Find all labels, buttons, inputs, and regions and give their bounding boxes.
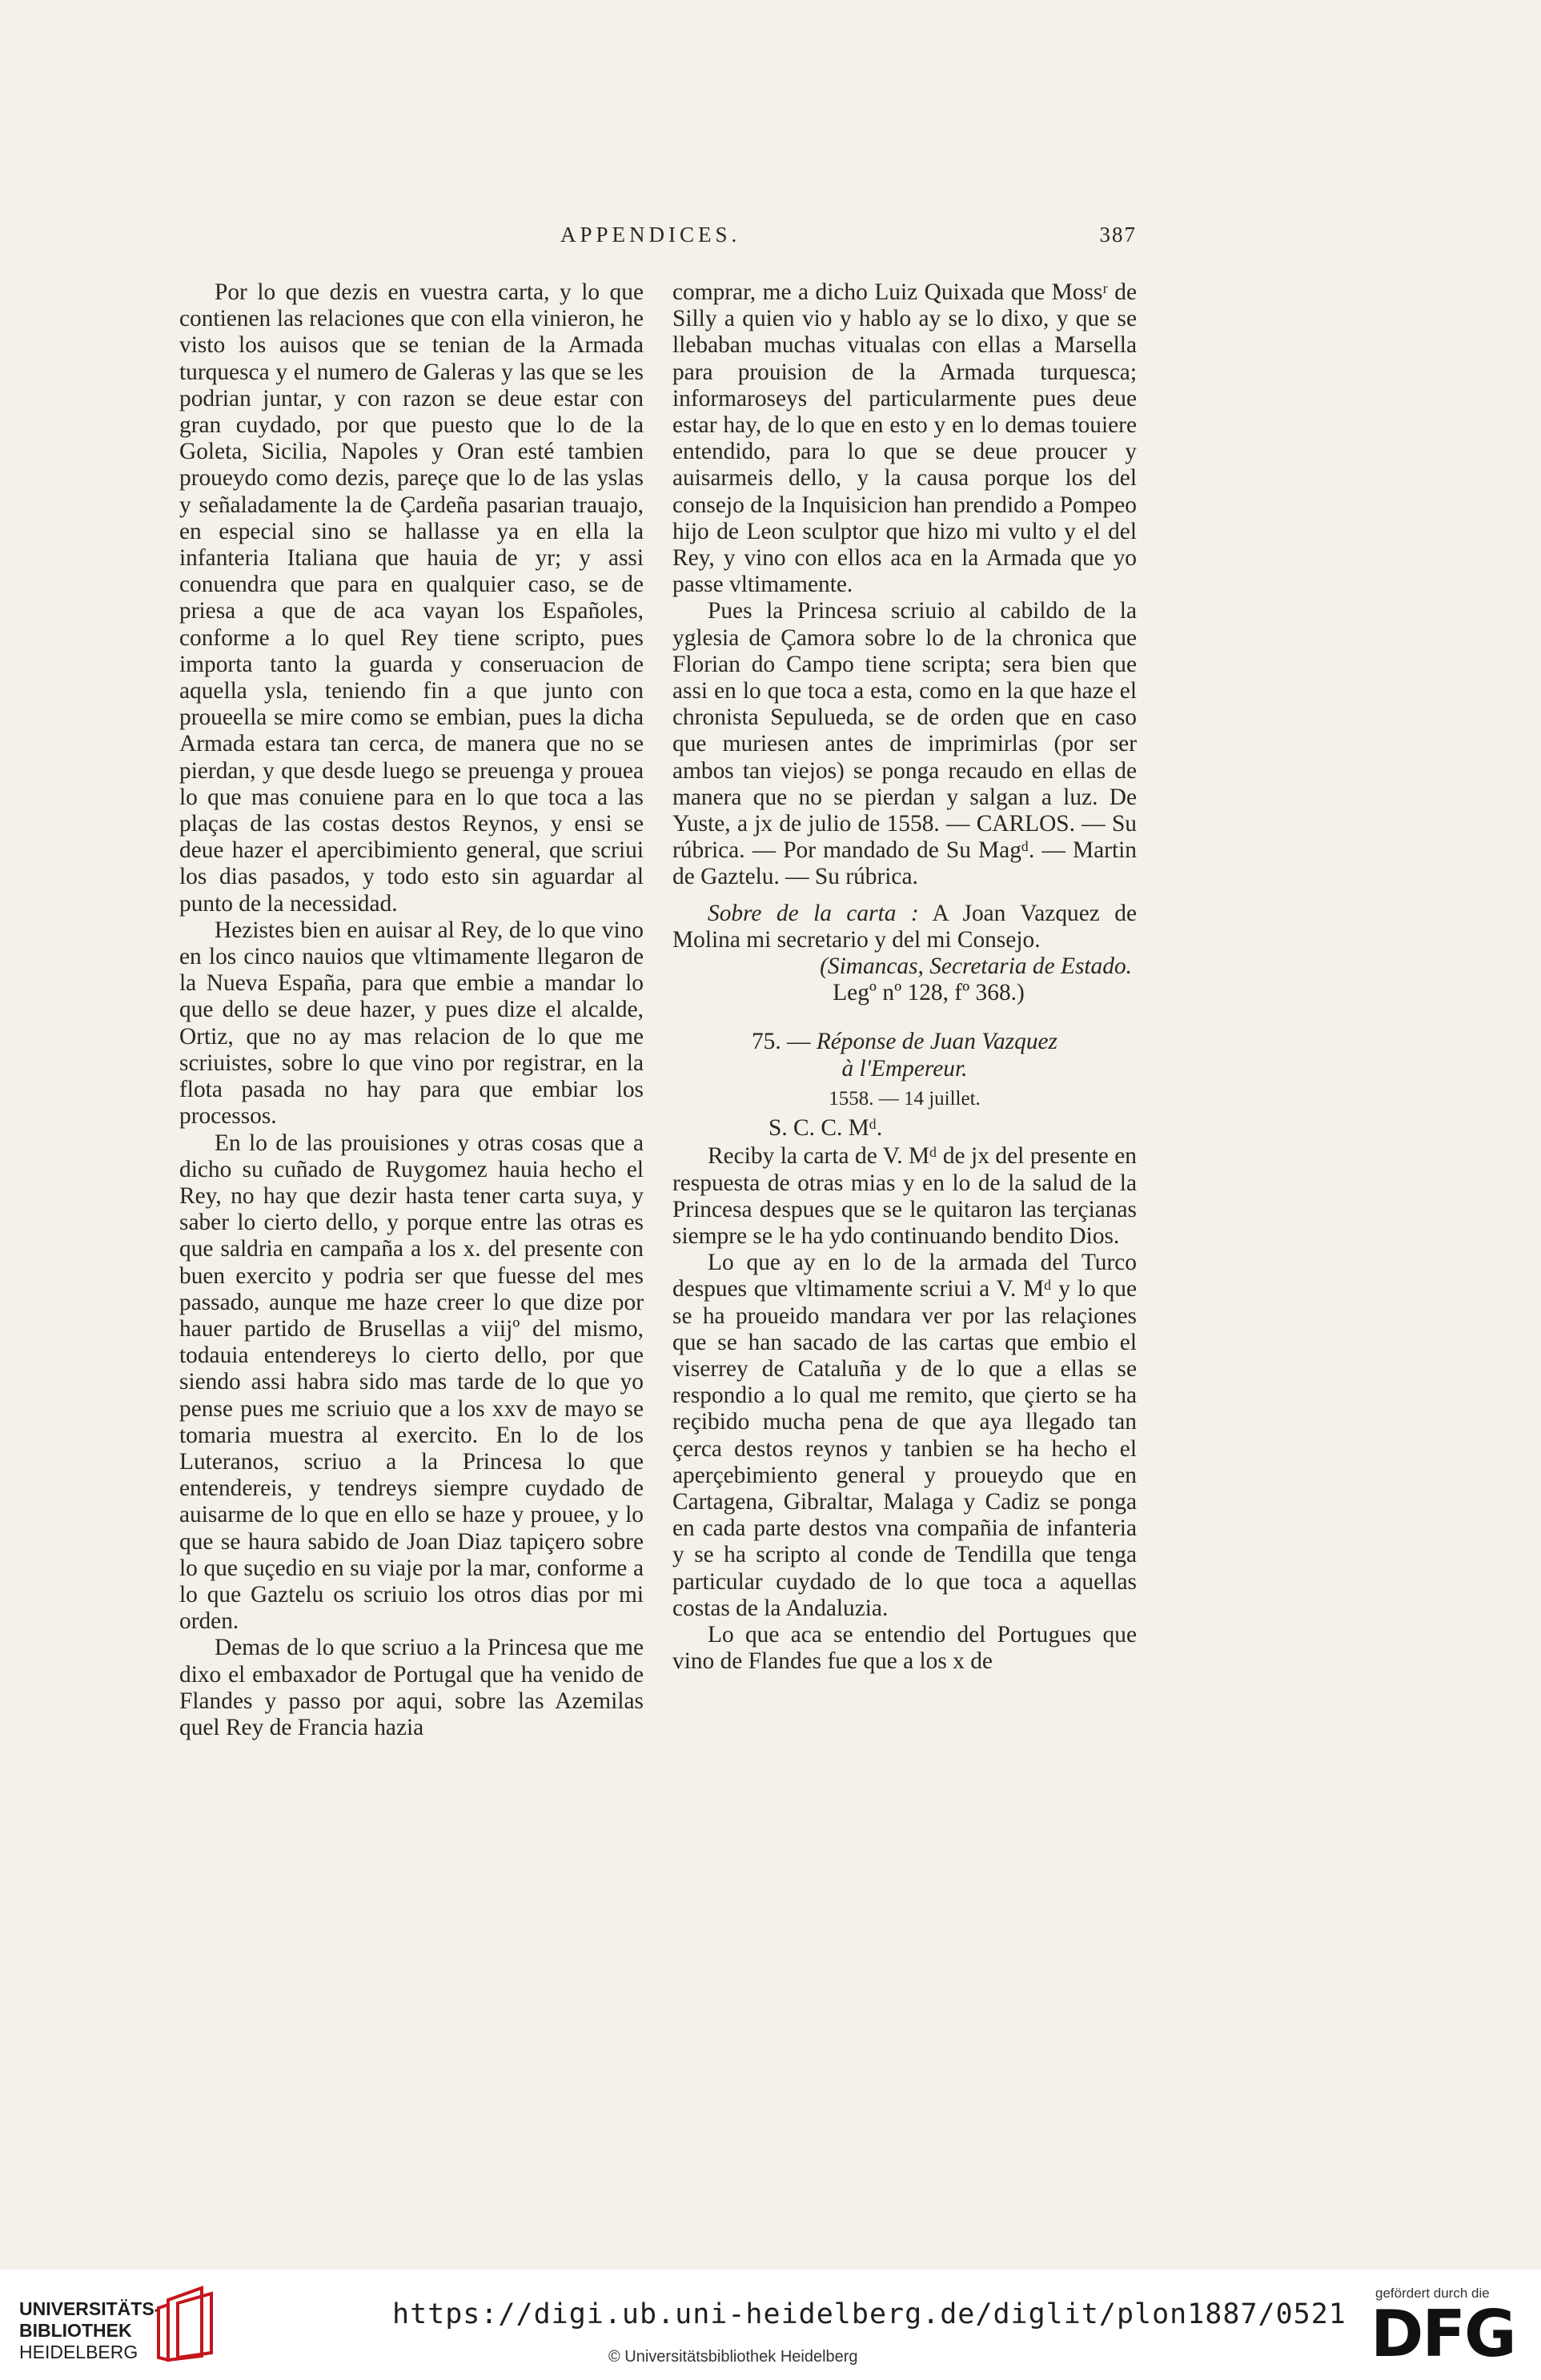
section-number: 75. — <box>751 1029 817 1055</box>
paragraph: En lo de las prouisiones y otras cosas que a dicho su cuñado de Ruygomez hauia hecho el Rey, no hay que dezir hasta tener carta suya, y saber lo cierto dello, y porque entre las otras es que saldria en campaña a los x. del presente con buen exercito y podria ser que fuesse del mes passado, aunque me haze creer lo que dize por hauer partido de Brusellas a viijº del mismo, todauia entendereys lo cierto dello, por que siendo assi habra sido mas tarde de lo que yo pense pues me scriuio que a los xxv de mayo se tomaria muestra al exercito. En lo de los Luteranos, scriuo a la Princesa lo que entendereis, y tendreys siempre cuydado de auisarme de lo que en ello se haze y prouee, y lo que se haura sabido de Joan Diaz tapiçero sobre lo que suçedio en su viaje por la mar, conforme a lo que Gaztelu os scriuio los otros dias por mi orden. <box>179 1130 644 1635</box>
left-column <box>179 279 644 1741</box>
paragraph: Reciby la carta de V. Mᵈ de jx del presente en respuesta de otras mias y en lo de la salud de la Princesa despues que se le quitaron las terçianas siempre se le ha ydo continuando bendito Dios. <box>672 1143 1137 1249</box>
paragraph: Demas de lo que scriuo a la Princesa que me dixo el embaxador de Portugal que ha venido de Flandes y passo por aqui, sobre las Azemilas quel Rey de Francia hazia <box>179 1635 644 1740</box>
section-heading <box>672 1029 1137 1055</box>
running-title: APPENDICES. <box>560 223 741 247</box>
permalink-url[interactable]: https://digi.ub.uni-heidelberg.de/diglit/plon1887/0521 <box>392 2298 1346 2330</box>
paragraph: Lo que ay en lo de la armada del Turco despues que vltimamente scriui a V. Mᵈ y lo que se ha proueido mandara ver por las relaçiones que se han sacado de las cartas que embio el viserrey de Cataluña y de lo que a ellas se respondio a lo qual me remito, que çierto se ha reçibido mucha pena de que aya llegado tan çerca destos reynos y tanbien se ha hecho el aperçebimiento general y proueydo que en Cartagena, Gibraltar, Malaga y Cadiz se ponga en cada parte destos vna compañia de infanteria y se ha scripto al conde de Tendilla que tenga particular cuydado de lo que toca a aquellas costas de la Andaluzia. <box>672 1250 1137 1621</box>
letter-date: 1558. — 14 juillet. <box>829 1087 981 1110</box>
funding-note: gefördert durch die <box>1375 2286 1490 2301</box>
paragraph: Por lo que dezis en vuestra carta, y lo que contienen las relaciones que con ella vinieron, he visto los auisos que se tenian de la Armada turquesca y el numero de Galeras y las que se les podrian juntar, y con razon se deue estar con gran cuydado, por que puesto que lo de la Goleta, Sicilia, Napoles y Oran esté tambien proueydo como dezis, pareçe que lo de las yslas y señaladamente la de Çardeña pasarian trauajo, en especial sino se hallasse ya en ella la infanteria Italiana que hauia de yr; y assi conuendra que para en qualquier caso, se de priesa a que de aca vayan los Españoles, conforme a lo quel Rey tiene scripto, pues importa tanto la guarda y conseruacion de aquella ysla, teniendo fin a que junto con proueella se mire como se embian, pues la dicha Armada estara tan cerca, de manera que no se pierdan, y que desde luego se preuenga y prouea lo que mas conuiene para en lo que toca a las plaças de las costas destos Reynos, y ensi se deue hazer el apercibimiento general, que scriui los dias pasados, y todo esto sin aguardar al punto de la necessidad. <box>179 279 644 917</box>
page-number: 387 <box>1099 223 1137 247</box>
dfg-logo[interactable]: DFG <box>1370 2297 1515 2371</box>
salutation: S. C. C. Mᵈ. <box>768 1115 883 1142</box>
paragraph: Hezistes bien en auisar al Rey, de lo que vino en los cinco nauios que vltimamente llegaron de la Nueva España, para que embie a mandar lo que dello se deue hazer, y pues dize el alcalde, Ortiz, que no ay mas relacion de lo que me scriuistes, sobre lo que vino por registrar, en la flota pasada no hay para que embiar los processos. <box>179 917 644 1130</box>
envelope-note <box>672 901 1137 953</box>
right-column <box>672 279 1137 1675</box>
paragraph: comprar, me a dicho Luiz Quixada que Mossʳ de Silly a quien vio y hablo ay se lo dixo, y que se llebaban muchas vitualas con ellas a Marsella para prouision de la Armada turquesca; informaroseys del particularmente pues deue estar hay, de lo que en esto y en lo demas touiere entendido, para lo que se deue proucer y auisarmeis dello, y la causa porque los del consejo de la Inquisicion han prendido a Pompeo hijo de Leon sculptor que hizo mi vulto y el del Rey, y vino con ellos aca en la Armada que yo passe vltimamente. <box>672 279 1137 598</box>
section-title: Réponse de Juan Vazquez <box>816 1029 1057 1055</box>
envelope-label: Sobre de la carta : <box>708 900 919 926</box>
archive-reference-folio: Legº nº 128, fº 368.) <box>833 980 1025 1006</box>
envelope-text: A Joan Vazquez de Molina mi secretario y del mi Consejo. <box>672 900 1137 953</box>
paragraph: Lo que aca se entendio del Portugues que vino de Flandes fue que a los x de <box>672 1621 1137 1675</box>
viewer-footer <box>0 2270 1541 2380</box>
paragraph: Pues la Princesa scriuio al cabildo de la yglesia de Çamora sobre lo de la chronica que Florian do Campo tiene scripta; sera bien que assi en lo que toca a esta, como en la que haze el chronista Sepulueda, se de orden que en caso que muriesen antes de imprimirlas (por ser ambos tan viejos) se ponga recaudo en ellas de manera que no se pierdan y salgan a luz. De Yuste, a jx de julio de 1558. — CARLOS. — Su rúbrica. — Por mandado de Su Magᵈ. — Martin de Gaztelu. — Su rúbrica. <box>672 598 1137 890</box>
archive-reference: (Simancas, Secretaria de Estado. <box>820 953 1132 980</box>
library-logo-icon <box>152 2284 223 2364</box>
library-name[interactable]: UNIVERSITÄTS- BIBLIOTHEK HEIDELBERG <box>19 2298 161 2362</box>
running-head <box>176 223 1137 255</box>
copyright-notice: © Universitätsbibliothek Heidelberg <box>608 2348 858 2366</box>
section-title-cont: à l'Empereur. <box>841 1055 968 1082</box>
